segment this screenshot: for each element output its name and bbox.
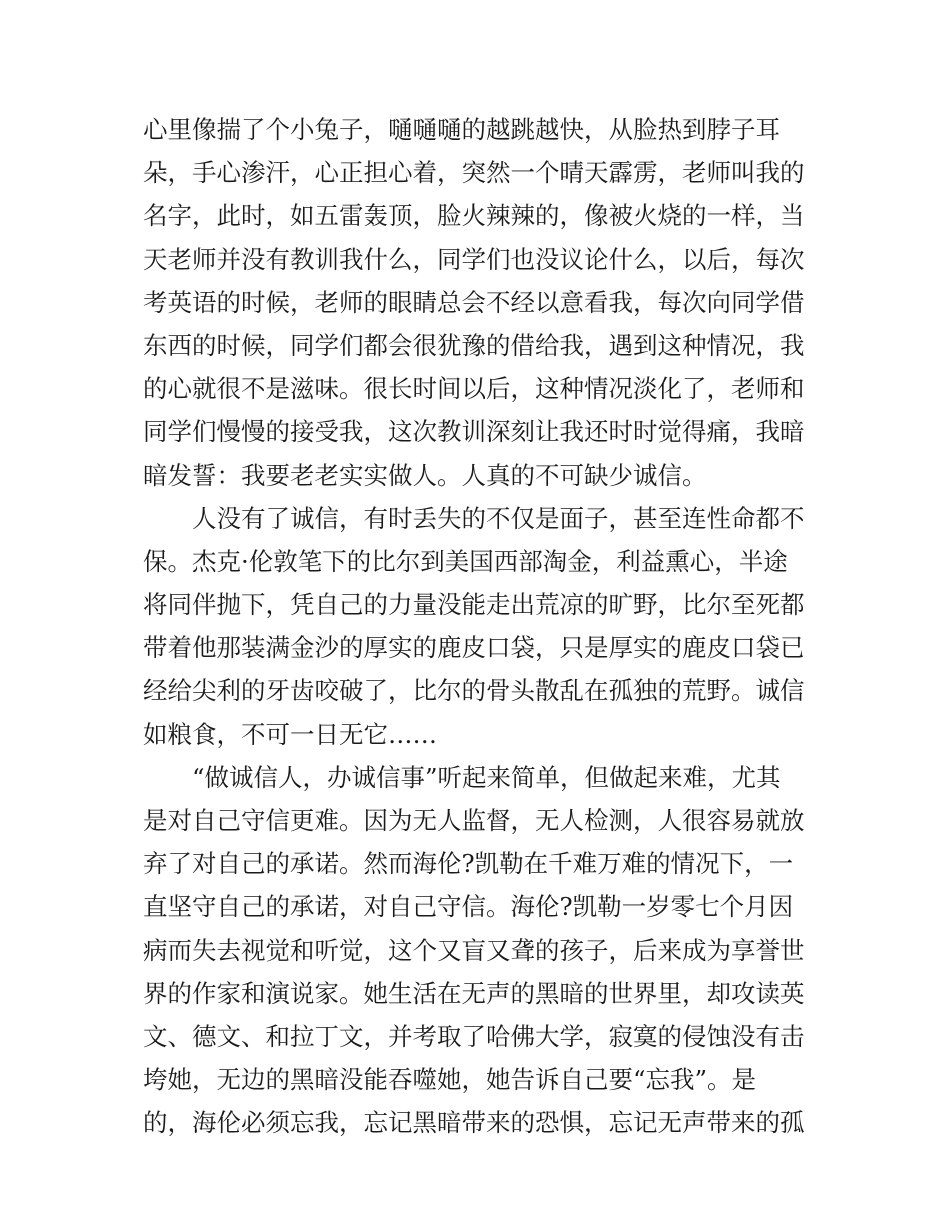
text-line: 的，海伦必须忘我，忘记黑暗带来的恐惧，忘记无声带来的孤 xyxy=(143,1108,805,1138)
text-line: 带着他那装满金沙的厚实的鹿皮口袋，只是厚实的鹿皮口袋已 xyxy=(143,633,805,663)
text-line: 界的作家和演说家。她生活在无声的黑暗的世界里，却攻读英 xyxy=(143,978,805,1008)
paragraph-start-line: “做诚信人，办诚信事”听起来简单，但做起来难，尤其 xyxy=(192,762,781,792)
text-line: 同学们慢慢的接受我，这次教训深刻让我还时时觉得痛，我暗 xyxy=(143,417,805,447)
text-line: 的心就很不是滋味。很长时间以后，这种情况淡化了，老师和 xyxy=(143,374,805,404)
text-line: 保。杰克·伦敦笔下的比尔到美国西部淘金，利益熏心，半途 xyxy=(143,546,788,576)
text-line: 朵，手心渗汗，心正担心着，突然一个晴天霹雳，老师叫我的 xyxy=(143,158,805,188)
text-line: 暗发誓：我要老老实实做人。人真的不可缺少诚信。 xyxy=(143,460,707,490)
text-line: 考英语的时候，老师的眼睛总会不经以意看我，每次向同学借 xyxy=(143,287,805,317)
text-line: 病而失去视觉和听觉，这个又盲又聋的孩子，后来成为享誉世 xyxy=(143,935,805,965)
text-line: 天老师并没有教训我什么，同学们也没议论什么，以后，每次 xyxy=(143,244,805,274)
text-line: 是对自己守信更难。因为无人监督，无人检测，人很容易就放 xyxy=(143,806,805,835)
text-line: 心里像揣了个小兔子，嗵嗵嗵的越跳越快，从脸热到脖子耳 xyxy=(143,115,780,144)
text-line: 弃了对自己的承诺。然而海伦?凯勒在千难万难的情况下，一 xyxy=(143,849,794,879)
text-line: 名字，此时，如五雷轰顶，脸火辣辣的，像被火烧的一样，当 xyxy=(143,201,805,231)
text-line: 经给尖利的牙齿咬破了，比尔的骨头散乱在孤独的荒野。诚信 xyxy=(143,676,805,706)
text-line: 垮她，无边的黑暗没能吞噬她，她告诉自己要“忘我”。是 xyxy=(143,1065,757,1095)
text-line: 文、德文、和拉丁文，并考取了哈佛大学，寂寞的侵蚀没有击 xyxy=(143,1021,805,1051)
text-line: 将同伴抛下，凭自己的力量没能走出荒凉的旷野，比尔至死都 xyxy=(143,590,805,620)
text-line: 如粮食，不可一日无它…… xyxy=(143,719,437,749)
paragraph-start-line: 人没有了诚信，有时丢失的不仅是面子，甚至连性命都不 xyxy=(192,503,805,533)
body-text xyxy=(143,108,813,1145)
text-line: 直坚守自己的承诺，对自己守信。海伦?凯勒一岁零七个月因 xyxy=(143,892,794,922)
text-line: 东西的时候，同学们都会很犹豫的借给我，遇到这种情况，我 xyxy=(143,330,805,360)
